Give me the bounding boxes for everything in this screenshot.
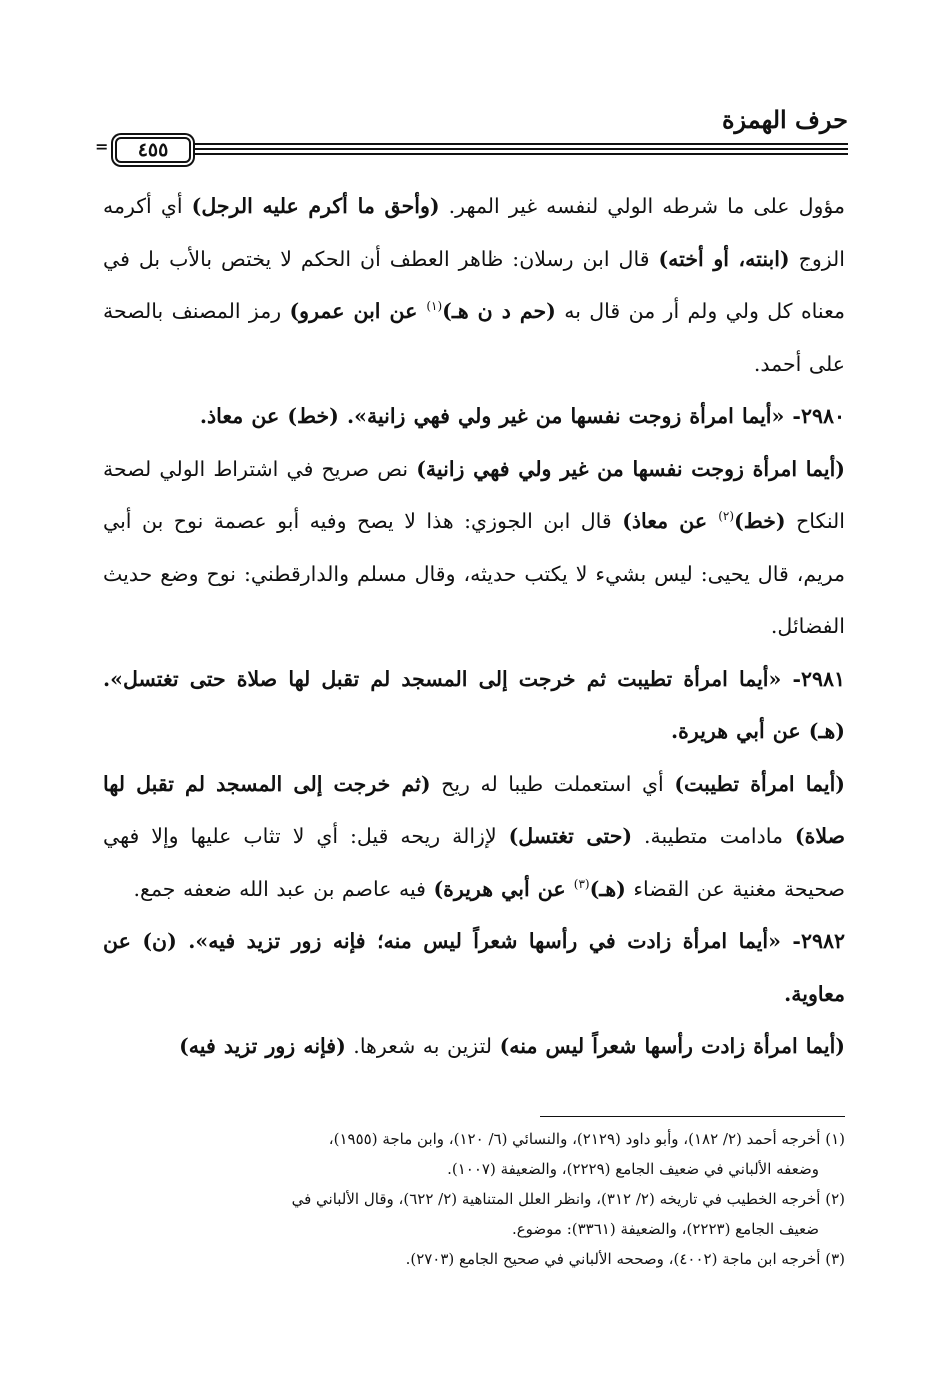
- text-run: مؤول على ما شرطه الولي لنفسه غير المهر.: [439, 194, 845, 218]
- header-rule-line-bottom: [193, 153, 848, 155]
- commentary-paragraph-2: [103, 443, 845, 653]
- body-text: [103, 180, 845, 1073]
- text-run: رمز المصنف بالصحة على أحمد.: [103, 299, 845, 376]
- footnote-2-continued: ضعيف الجامع (٢٢٢٣)، والضعيفة (٣٣٦١): موضوع.: [511, 1220, 819, 1238]
- hadith-2981: [103, 653, 845, 758]
- hadith-text: «أيما امرأة زوجت نفسها من غير ولي فهي زانية». (خط) عن معاذ.: [199, 404, 785, 428]
- quoted-phrase: (فإنه زور تزيد فيه): [179, 1034, 346, 1058]
- page-header: [95, 105, 848, 165]
- hadith-text: «أيما امرأة زادت في رأسها شعراً ليس منه؛ فإنه زور تزيد فيه». (ن) عن معاوية.: [103, 929, 845, 1006]
- footnote-1: (١) أخرجه أحمد (٢/ ١٨٢)، وأبو داود (٢١٢٩)، والنسائي (٦/ ١٢٠)، وابن ماجة (١٩٥٥)،: [328, 1130, 845, 1148]
- footnotes: [103, 1124, 845, 1274]
- quoted-phrase: (أيما امرأة تطيبت): [674, 771, 845, 796]
- hadith-2980: [103, 390, 845, 443]
- narrator: عن معاذ): [622, 509, 719, 533]
- footnote-ref-3: (٣): [573, 876, 590, 891]
- text-run: أي استعملت طيبا له ريح: [430, 771, 675, 796]
- text-run: فيه عاصم بن عبد الله ضعفه جمع.: [133, 876, 434, 901]
- text-run: لتزين به شعرها.: [345, 1034, 500, 1058]
- hadith-text: «أيما امرأة تطيبت ثم خرجت إلى المسجد لم تقبل لها صلاة حتى تغتسل». (هـ) عن أبي هريرة.: [103, 666, 845, 743]
- footnote-1-continued: وضعفه الألباني في ضعيف الجامع (٢٢٢٩)، والضعيفة (١٠٠٧).: [447, 1160, 819, 1178]
- commentary-paragraph-4: [103, 1020, 845, 1073]
- page-number-ornament: =: [95, 137, 109, 156]
- narrator: عن ابن عمرو): [289, 299, 427, 323]
- quoted-phrase: (ثم خرجت إلى المسجد لم تقبل لها صلاة): [103, 771, 845, 848]
- hadith-number: ٢٩٨٠-: [784, 404, 845, 428]
- footnote-3: (٣) أخرجه ابن ماجة (٤٠٠٢)، وصححه الألباني في صحيح الجامع (٢٧٠٣).: [405, 1250, 845, 1268]
- quoted-phrase: (أيما امرأة زوجت نفسها من غير ولي فهي زانية): [416, 456, 845, 481]
- source-codes: (خط): [734, 509, 786, 533]
- text-run: أي أكرمه الزوج: [103, 194, 845, 271]
- header-rule-line-middle: [193, 148, 848, 150]
- footnote-ref-2: (٢): [718, 509, 735, 524]
- text-run: قال ابن الجوزي: هذا لا يصح وفيه أبو عصمة نوح بن أبي مريم، قال يحيى: ليس بشيء لا يكتب حديثه، وقال مسلم والدارقطني: نوح وضع حديث الفضائل.: [103, 509, 845, 638]
- page-number: ٤٥٥: [115, 137, 191, 163]
- header-rule-line-top: [193, 143, 848, 145]
- commentary-paragraph-3: [103, 758, 845, 916]
- source-codes: (هـ): [589, 876, 626, 901]
- text-run: لإزالة ريحه قيل: أي لا تثاب عليها وإلا فهي صحيحة مغنية عن القضاء: [103, 824, 845, 901]
- quoted-phrase: (وأحق ما أكرم عليه الرجل): [191, 194, 440, 218]
- header-rule: [95, 137, 848, 159]
- chapter-title: حرف الهمزة: [721, 105, 848, 134]
- hadith-2982: [103, 915, 845, 1020]
- footnote-2: (٢) أخرجه الخطيب في تاريخه (٢/ ٣١٢)، وانظر العلل المتناهية (٢/ ٦٢٢)، وقال الألباني في: [291, 1190, 845, 1208]
- quoted-phrase: (ابنته، أو أخته): [658, 246, 790, 271]
- text-run: نص صريح في اشتراط الولي لصحة النكاح: [103, 456, 845, 533]
- text-run: مادامت متطيبة.: [632, 824, 795, 848]
- footnote-ref-1: (١): [426, 299, 443, 314]
- text-run: قال ابن رسلان: ظاهر العطف أن الحكم لا يختص بالأب بل في معناه كل ولي ولم أر من قال به: [103, 246, 845, 323]
- quoted-phrase: (حتى تغتسل): [508, 824, 633, 848]
- hadith-number: ٢٩٨٢-: [780, 929, 845, 953]
- footnote-separator: [540, 1116, 845, 1117]
- narrator: عن أبي هريرة): [433, 876, 574, 901]
- hadith-number: ٢٩٨١-: [781, 666, 846, 691]
- commentary-paragraph-1: [103, 180, 845, 390]
- quoted-phrase: (أيما امرأة زادت رأسها شعراً ليس منه): [499, 1034, 845, 1058]
- source-codes: (حم د ن هـ): [442, 299, 556, 323]
